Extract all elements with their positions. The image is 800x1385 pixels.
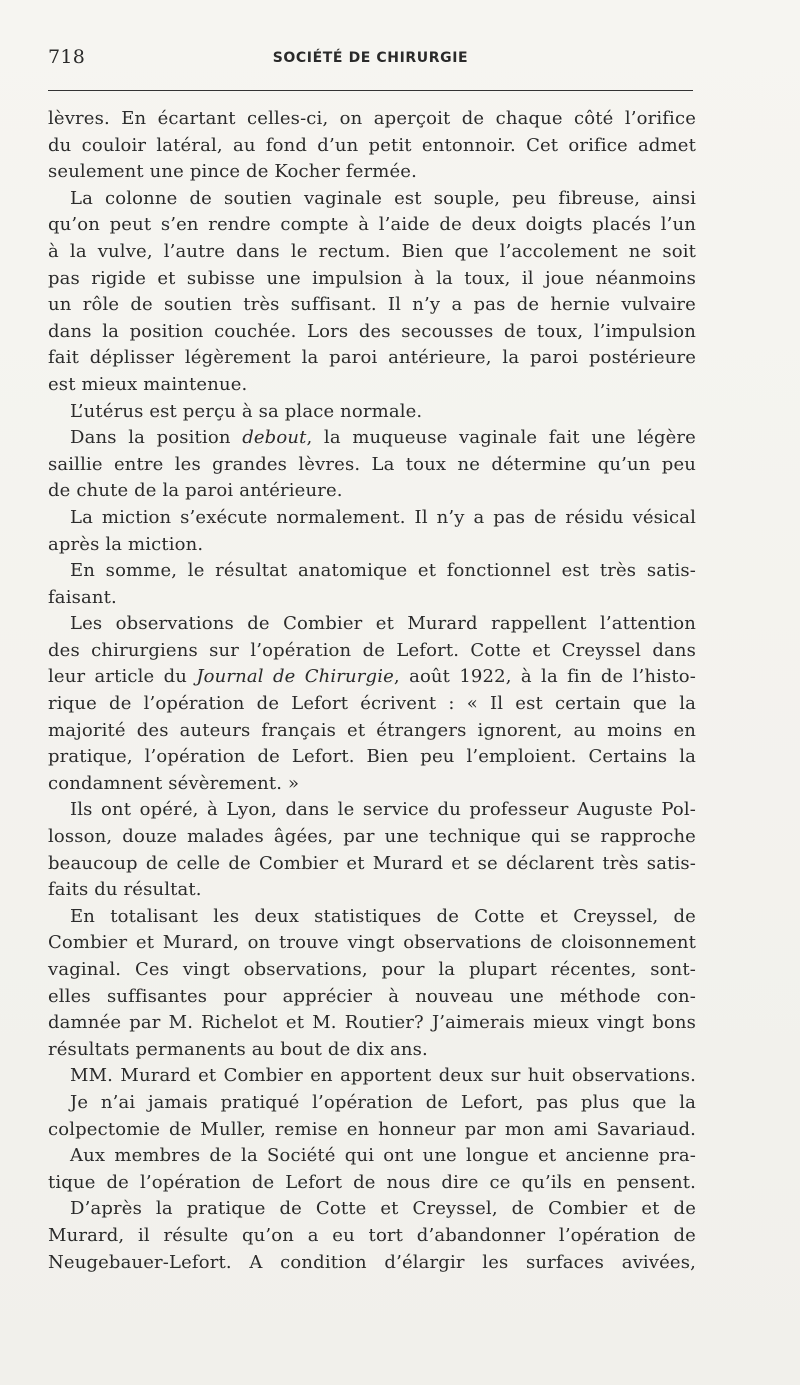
text-line: L’utérus est perçu à sa place normale. (70, 400, 423, 422)
text-line: La miction s’exécute normalement. Il n’y a pas de résidu vésical (70, 506, 696, 528)
text-line: condamnent sévèrement. » (48, 772, 300, 794)
text-line: D’après la pratique de Cotte et Creyssel, de Combier et de (70, 1198, 696, 1220)
text-line: est mieux maintenue. (48, 373, 248, 395)
text-line: Murard, il résulte qu’on a eu tort d’abandonner l’opération de (48, 1224, 696, 1246)
text-line: Je n’ai jamais pratiqué l’opération de Lefort, pas plus que la (70, 1091, 696, 1113)
text-line: lèvres. En écartant celles-ci, on aperçoit de chaque côté l’orifice (48, 108, 696, 129)
text-line: damnée par M. Richelot et M. Routier? J’aimerais mieux vingt bons (48, 1012, 696, 1034)
text-line: un rôle de soutien très suffisant. Il n’y a pas de hernie vulvaire (48, 294, 696, 316)
text-line: pas rigide et subisse une impulsion à la toux, il joue néanmoins (48, 267, 696, 289)
text-line: faits du résultat. (48, 879, 202, 901)
text-line: tique de l’opération de Lefort de nous dire ce qu’ils en pensent. (48, 1171, 696, 1193)
text-line: La colonne de soutien vaginale est souple, peu fibreuse, ainsi (70, 187, 696, 209)
text-line: faisant. (48, 586, 117, 608)
text-line: saillie entre les grandes lèvres. La toux ne détermine qu’un peu (48, 453, 696, 475)
body-text (48, 106, 696, 1276)
text-line: Neugebauer-Lefort. A condition d’élargir les surfaces avivées, (48, 1251, 696, 1273)
text-line: Aux membres de la Société qui ont une longue et ancienne pra- (70, 1145, 696, 1167)
text-line: leur article du Journal de Chirurgie, août 1922, à la fin de l’histo- (48, 666, 696, 688)
text-line: du couloir latéral, au fond d’un petit entonnoir. Cet orifice admet (48, 134, 696, 156)
italic-term: debout (242, 427, 307, 449)
text-line: de chute de la paroi antérieure. (48, 480, 343, 502)
page-header (48, 46, 693, 72)
text-line: rique de l’opération de Lefort écrivent : « Il est certain que la (48, 693, 696, 715)
text-line: En somme, le résultat anatomique et fonctionnel est très satis- (70, 560, 696, 582)
text-line: pratique, l’opération de Lefort. Bien peu l’emploient. Certains la (48, 746, 696, 768)
text-line: beaucoup de celle de Combier et Murard et se déclarent très satis- (48, 852, 696, 874)
text-line: colpectomie de Muller, remise en honneur par mon ami Savariaud. (48, 1118, 696, 1140)
running-head: SOCIÉTÉ DE CHIRURGIE (272, 50, 469, 66)
page-number: 718 (48, 46, 86, 68)
text-line: des chirurgiens sur l’opération de Lefort. Cotte et Creyssel dans (48, 639, 696, 661)
text-line: Ils ont opéré, à Lyon, dans le service du professeur Auguste Pol- (70, 799, 696, 821)
text-line: qu’on peut s’en rendre compte à l’aide de deux doigts placés l’un (48, 214, 696, 236)
text-line: seulement une pince de Kocher fermée. (48, 161, 417, 183)
text-line: MM. Murard et Combier en apportent deux sur huit observations. (70, 1065, 696, 1087)
header-rule (48, 90, 693, 91)
text-line: Combier et Murard, on trouve vingt observations de cloisonnement (48, 932, 696, 954)
text-line: résultats permanents au bout de dix ans. (48, 1038, 428, 1060)
text-line: fait déplisser légèrement la paroi antérieure, la paroi postérieure (48, 347, 696, 369)
text-line: vaginal. Ces vingt observations, pour la plupart récentes, sont- (48, 959, 696, 980)
text-line: dans la position couchée. Lors des secousses de toux, l’impulsion (48, 320, 696, 342)
text-line: elles suffisantes pour apprécier à nouveau une méthode con- (48, 985, 696, 1007)
text-line: après la miction. (48, 533, 204, 555)
text-line: En totalisant les deux statistiques de Cotte et Creyssel, de (70, 905, 696, 927)
italic-term: Journal de Chirurgie (196, 666, 394, 688)
text-line: losson, douze malades âgées, par une technique qui se rapproche (48, 826, 696, 848)
text-line: Dans la position debout, la muqueuse vaginale fait une légère (70, 427, 696, 449)
text-line: majorité des auteurs français et étrangers ignorent, au moins en (48, 719, 696, 741)
text-line: à la vulve, l’autre dans le rectum. Bien que l’accolement ne soit (48, 240, 696, 262)
text-line: Les observations de Combier et Murard rappellent l’attention (70, 613, 696, 635)
